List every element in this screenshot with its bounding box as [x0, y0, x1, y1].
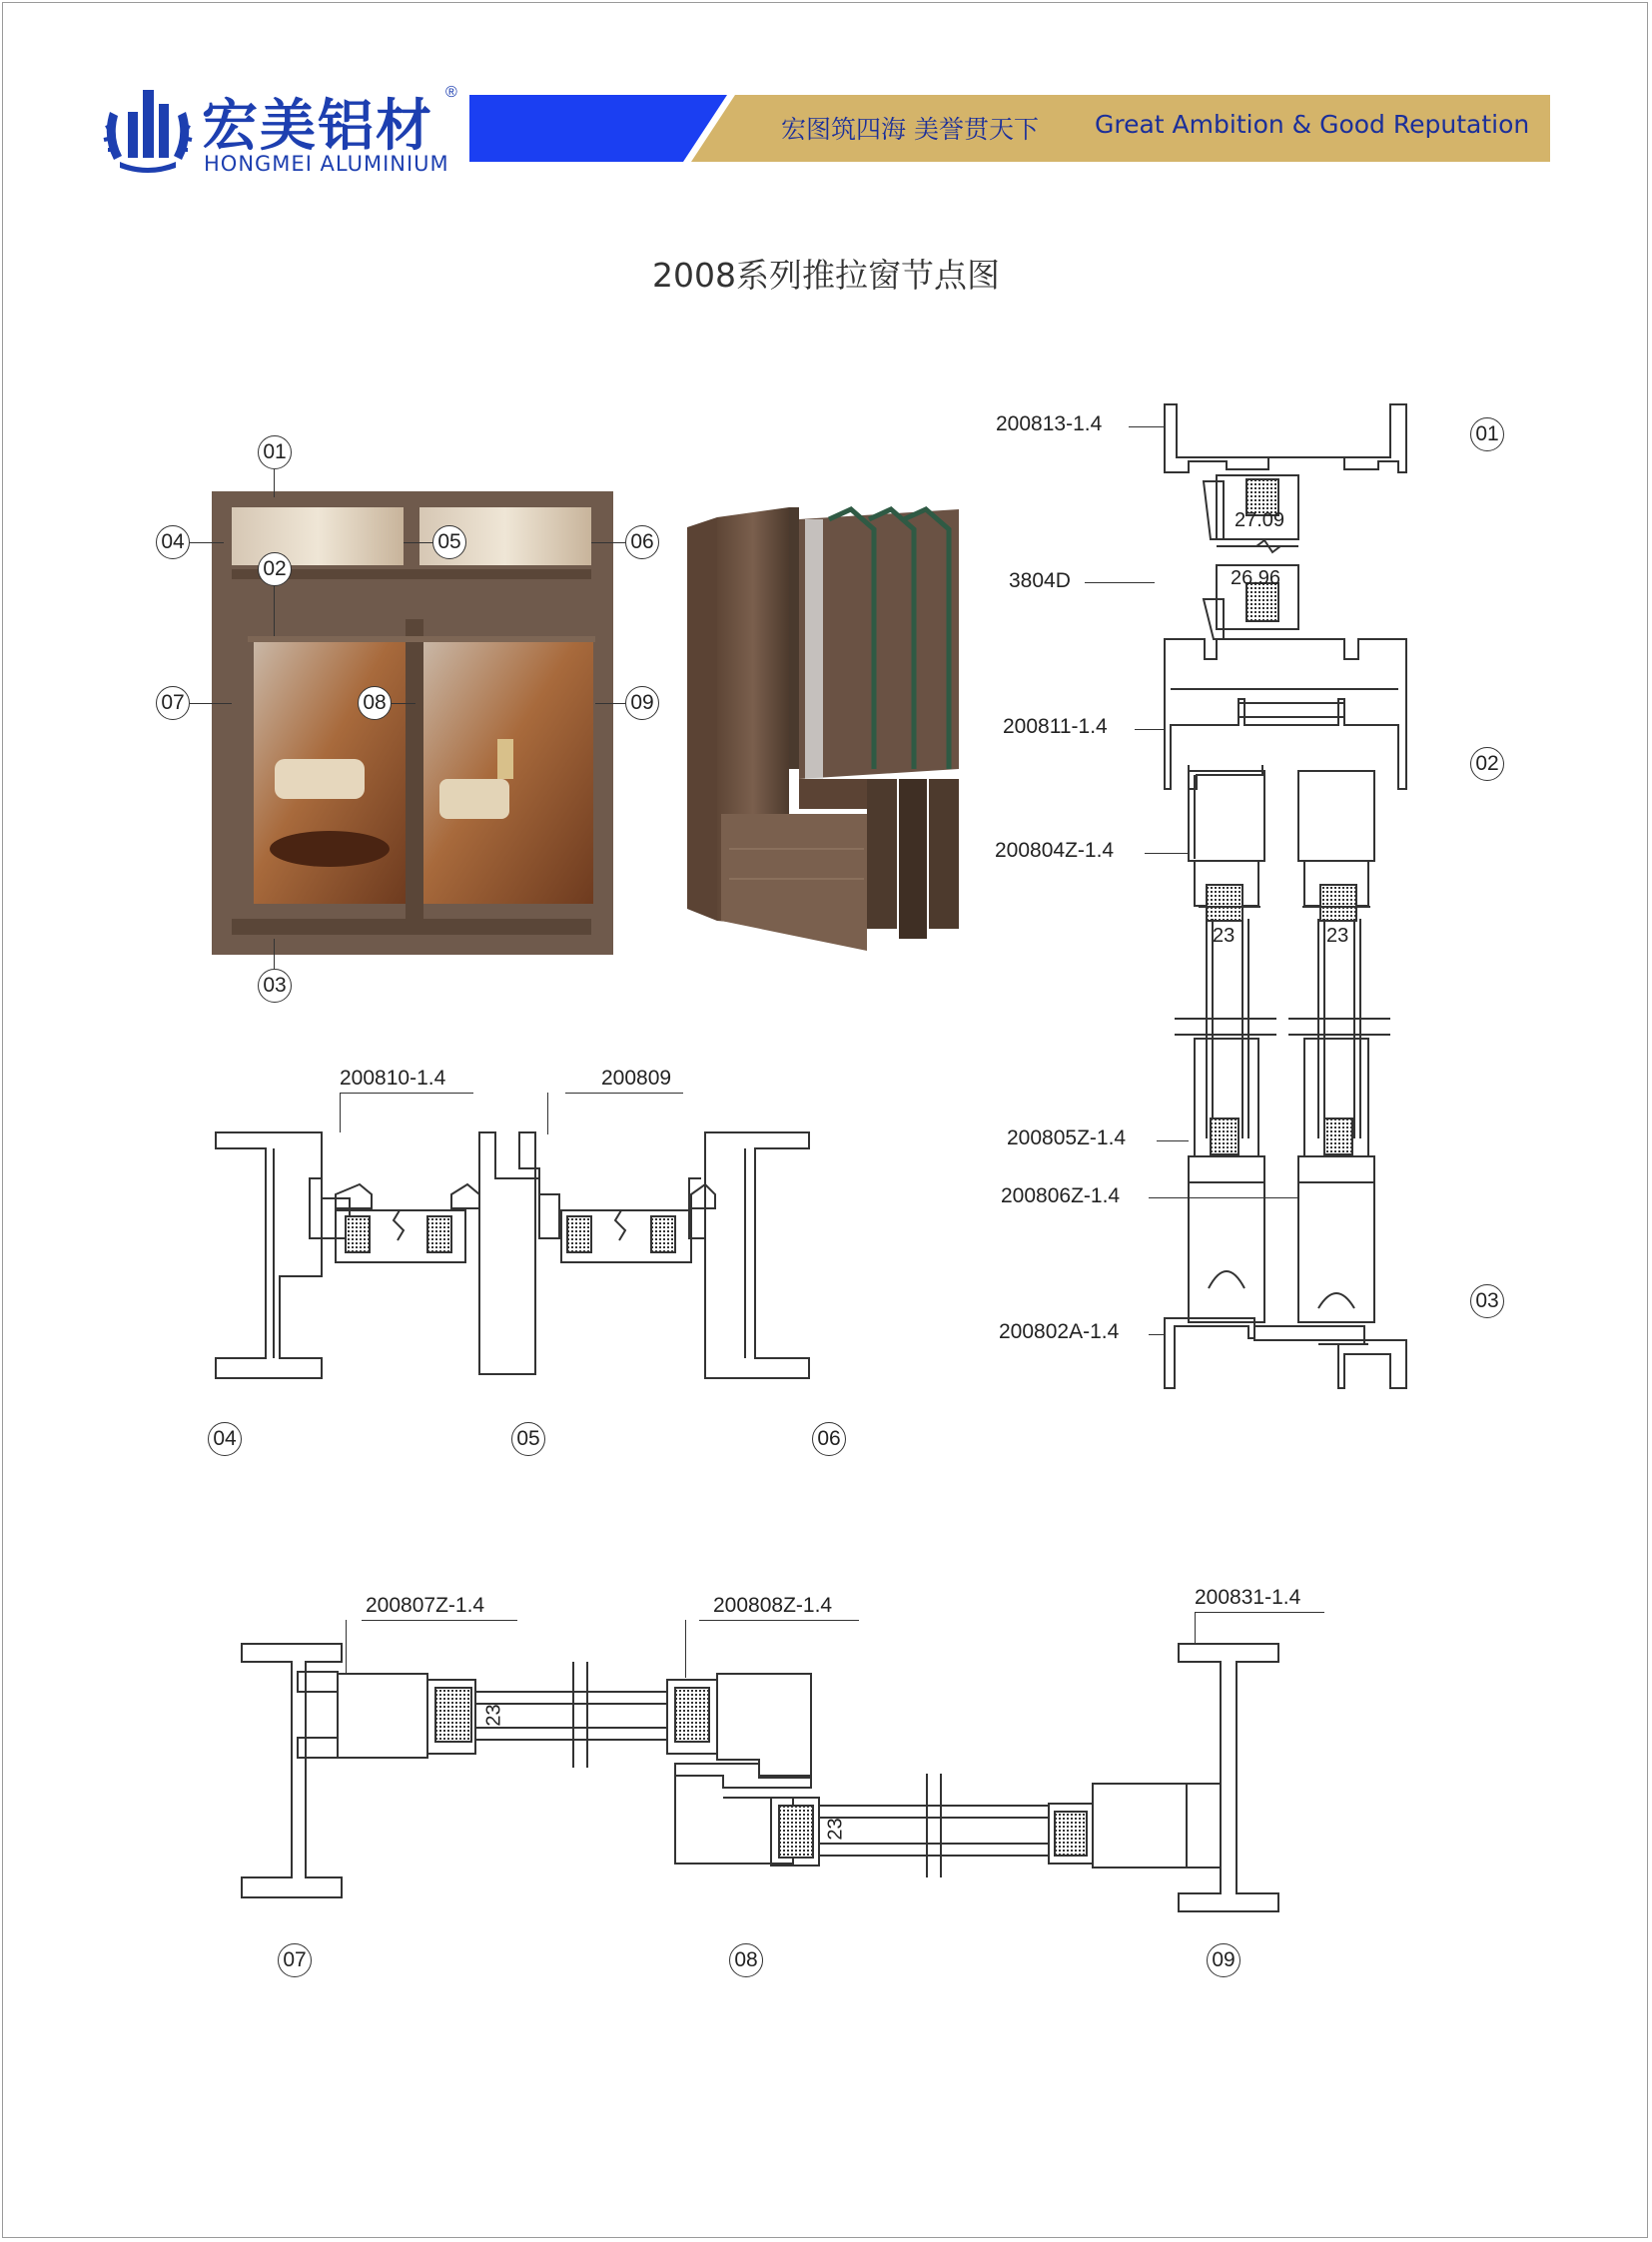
leader-line	[1085, 582, 1155, 583]
brand-name-cn: 宏美铝材	[202, 94, 433, 159]
leader-line	[274, 469, 275, 497]
profile-label: 200831-1.4	[1195, 1586, 1301, 1609]
leader-line	[1195, 1612, 1196, 1644]
node-marker-07: 07	[278, 1943, 312, 1977]
leader-line	[1195, 1612, 1324, 1613]
leader-line	[274, 939, 275, 969]
leader-line	[392, 703, 415, 704]
dimension-label: 23	[824, 1818, 847, 1841]
node-marker-03: 03	[1470, 1284, 1504, 1318]
node-marker-02: 02	[258, 552, 292, 586]
profile-label: 3804D	[1009, 569, 1071, 592]
node-marker-04: 04	[156, 525, 190, 559]
leader-line	[595, 703, 625, 704]
leader-line	[340, 1093, 473, 1094]
profile-label: 200806Z-1.4	[1001, 1184, 1121, 1207]
node-marker-07: 07	[156, 686, 190, 720]
node-marker-06: 06	[625, 525, 659, 559]
dimension-label: 23	[1213, 925, 1236, 947]
dimension-label: 27.09	[1235, 509, 1285, 531]
profile-label: 200804Z-1.4	[995, 839, 1115, 862]
node-marker-09: 09	[625, 686, 659, 720]
slogan-en: Great Ambition & Good Reputation	[1095, 110, 1530, 139]
node-marker-06: 06	[812, 1422, 846, 1456]
sash-section	[242, 1644, 1278, 1911]
leader-line	[591, 542, 625, 543]
leader-line	[190, 542, 224, 543]
page-title: 2008系列推拉窗节点图	[652, 256, 1000, 295]
leader-line	[1129, 426, 1165, 427]
profile-label: 200808Z-1.4	[713, 1594, 833, 1617]
node-marker-04: 04	[208, 1422, 242, 1456]
vertical-section	[1165, 404, 1406, 1388]
profile-label: 200811-1.4	[1003, 715, 1108, 738]
profile-label: 200807Z-1.4	[366, 1594, 485, 1617]
leader-line	[565, 1093, 683, 1094]
leader-line	[362, 1620, 517, 1621]
profile-label: 200810-1.4	[340, 1067, 446, 1090]
node-marker-05: 05	[432, 525, 466, 559]
leader-line	[1157, 1140, 1189, 1141]
node-marker-09: 09	[1207, 1943, 1240, 1977]
profile-label: 200802A-1.4	[999, 1320, 1120, 1343]
leader-line	[346, 1620, 347, 1674]
leader-line	[685, 1620, 686, 1678]
corner-section-3d	[687, 507, 959, 951]
leader-line	[340, 1093, 341, 1132]
leader-line	[404, 542, 433, 543]
profile-label: 200809	[601, 1067, 672, 1090]
profile-label: 200813-1.4	[996, 412, 1103, 435]
profile-label: 200805Z-1.4	[1007, 1126, 1127, 1149]
brand-name-en: HONGMEI ALUMINIUM	[204, 152, 449, 176]
leader-line	[1149, 1197, 1298, 1198]
leader-line	[699, 1620, 859, 1621]
node-marker-05: 05	[511, 1422, 545, 1456]
slogan-cn: 宏图筑四海 美誉贯天下	[781, 115, 1039, 144]
dimension-label: 23	[482, 1704, 505, 1727]
registered-mark: ®	[445, 84, 457, 101]
leader-line	[1135, 729, 1165, 730]
node-marker-08: 08	[358, 686, 392, 720]
dimension-label: 26.96	[1231, 567, 1281, 589]
leader-line	[274, 586, 275, 636]
leader-line	[1145, 853, 1189, 854]
leader-line	[190, 703, 232, 704]
leader-line	[547, 1093, 548, 1134]
node-marker-02: 02	[1470, 747, 1504, 781]
node-marker-01: 01	[258, 435, 292, 469]
node-marker-03: 03	[258, 969, 292, 1003]
transom-section	[216, 1132, 809, 1378]
node-marker-08: 08	[729, 1943, 763, 1977]
leader-line	[1149, 1334, 1165, 1335]
dimension-label: 23	[1326, 925, 1349, 947]
node-marker-01: 01	[1470, 417, 1504, 451]
